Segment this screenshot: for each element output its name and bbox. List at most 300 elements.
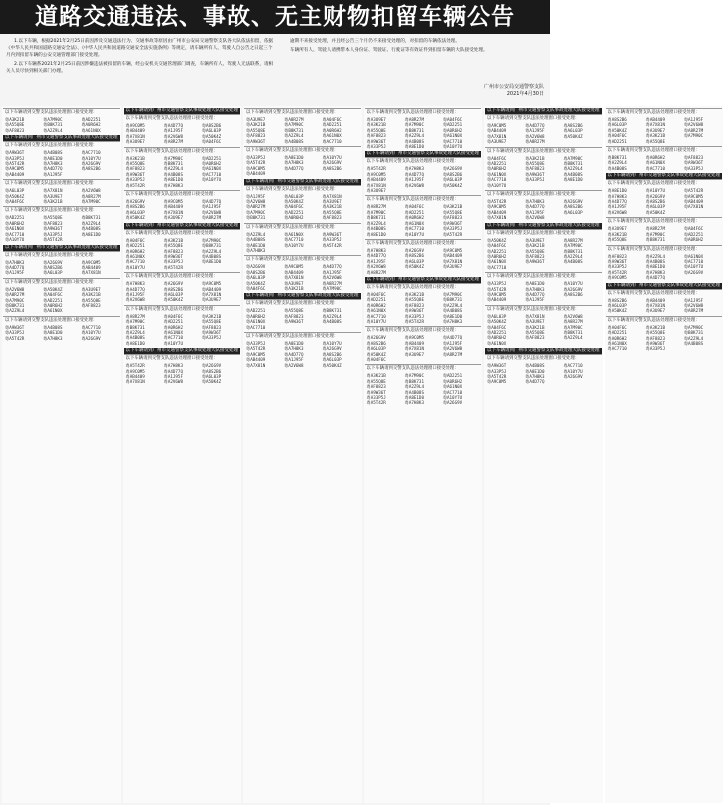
plate-number: 粤A3K21B <box>525 155 545 161</box>
plate-grid <box>124 238 241 270</box>
plate-number: 粤AD2251 <box>366 297 386 303</box>
plate-number: 粤A26G9V <box>246 264 266 270</box>
plate-number: 粤A10Y7U <box>366 318 386 324</box>
plate-number: 粤A1J95F <box>246 193 266 199</box>
plate-number: 粤A04F6C <box>607 324 627 330</box>
section-bar: 以下车辆请到广州市交通警察支队事故处理大队接受处理 <box>607 282 720 288</box>
plate-number: 粤A50K4Z <box>442 182 463 188</box>
intro-paragraph: 逾期不来接受处理，并且经公告三个月仍不来接受处理的，对扣留的车辆依法处理。 <box>290 39 460 44</box>
plate-number: 粤AB4409 <box>487 297 507 303</box>
plate-number: 粤A2Z9L4 <box>607 160 627 166</box>
plate-number: 粤A04F6C <box>43 292 63 298</box>
listing-block <box>606 146 723 171</box>
plate-number: 粤A7X81N <box>442 258 463 264</box>
plate-number: 粤A4B08S <box>404 138 424 144</box>
plate-number: 粤A2Z9L4 <box>683 335 704 341</box>
plate-number: 粤A7H8K3 <box>442 318 463 324</box>
plate-number: 粤A8S2B6 <box>246 269 266 275</box>
plate-number: 粤A4D77Q <box>284 165 304 171</box>
plate-number: 粤A6L03P <box>163 291 183 297</box>
plate-number: 粤AD2251 <box>322 122 342 128</box>
plate-number: 粤A8S2B6 <box>322 351 342 357</box>
plate-number: 粤A04F6C <box>163 313 183 319</box>
plate-number: 粤A3U9E7 <box>125 139 145 145</box>
plate-number: 粤A2V6W8 <box>442 346 463 352</box>
plate-number: 粤A50K4Z <box>246 280 266 286</box>
column <box>123 106 242 803</box>
plate-number: 粤A61N0X <box>442 384 463 390</box>
plate-number: 粤A2V6W8 <box>246 199 266 205</box>
plate-number: 粤AC7710 <box>284 237 304 243</box>
plate-number: 粤AD2251 <box>487 161 507 167</box>
plate-number: 粤A7X81N <box>43 188 63 194</box>
listing-block <box>244 293 361 330</box>
plate-number: 粤A8E1D0 <box>525 281 545 287</box>
plate-number: 粤AC7710 <box>487 177 507 183</box>
plate-number: 粤A2V6W8 <box>366 264 386 270</box>
plate-number: 粤A50K4Z <box>366 351 386 357</box>
listing-block <box>124 223 241 270</box>
plate-number: 粤A4B08S <box>81 226 101 232</box>
plate-number: 粤A7H8K3 <box>525 374 545 379</box>
plate-number: 粤A8S2B6 <box>125 204 145 210</box>
plate-number: 粤AB4409 <box>81 264 101 270</box>
plate-number: 粤A4D77Q <box>525 379 545 385</box>
plate-number: 粤A1J95F <box>43 171 63 177</box>
plate-number: 粤A5T42R <box>487 199 507 205</box>
plate-number: 粤A7X81N <box>487 215 507 221</box>
plate-grid <box>3 287 120 314</box>
plate-grid <box>3 117 120 133</box>
plate-number: 粤A61N0X <box>284 231 304 237</box>
plate-number: 粤AF8823 <box>404 302 424 308</box>
plate-number: 粤A2Z9L4 <box>246 231 266 237</box>
plate-number: 粤A5T42R <box>607 269 627 275</box>
plate-number: 粤A7M90C <box>563 243 583 249</box>
plate-number: 粤A8R27M <box>366 269 386 275</box>
plate-number: 粤A5T42R <box>322 242 342 248</box>
listing-header: 以下车辆请到交警支队违法处理窗口接受处理： <box>365 108 482 117</box>
plate-number: 粤A55Q8E <box>404 297 424 303</box>
plate-number: 粤A1J95F <box>163 374 183 379</box>
plate-number: 粤AD2251 <box>442 373 463 379</box>
plate-number: 粤A3U9E7 <box>81 286 101 292</box>
plate-grid <box>365 335 482 362</box>
plate-grid <box>365 373 482 405</box>
plate-grid <box>606 188 723 215</box>
plate-number: 粤A0R6H2 <box>442 378 463 384</box>
listing-header: 以下车辆请到交警支队违法处理窗口接受处理： <box>365 283 482 292</box>
plate-number: 粤A7H8K3 <box>43 161 63 167</box>
plate-number: 粤A9W36T <box>487 363 507 369</box>
plate-number: 粤A55Q8E <box>645 138 665 144</box>
plate-number: 粤B8K731 <box>201 243 222 249</box>
plate-number: 粤A3K21B <box>284 285 304 291</box>
plate-grid <box>365 248 482 275</box>
plate-number: 粤A8S2B6 <box>43 264 63 270</box>
plate-number: 粤A4D77Q <box>125 286 145 292</box>
plate-number: 粤AD2251 <box>607 330 627 336</box>
listing-block <box>244 179 361 221</box>
plate-number: 粤A8R27M <box>5 292 25 298</box>
plate-number: 粤A50K4Z <box>5 193 25 199</box>
plate-number: 粤A9W36T <box>645 340 665 346</box>
plate-number: 粤A2V6W8 <box>322 275 342 281</box>
plate-number: 粤A5T42R <box>5 161 25 167</box>
listing-header: 以下车辆请到交警支队违法处理窗口接受处理： <box>606 289 723 298</box>
plate-number: 粤A7M90C <box>683 133 704 139</box>
plate-number: 粤A4B08S <box>43 324 63 330</box>
plate-number: 粤A2Z9L4 <box>322 313 342 319</box>
plate-number: 粤A8R27M <box>563 319 583 325</box>
plate-number: 粤AD2251 <box>201 155 222 161</box>
plate-number: 粤A10Y7U <box>563 368 583 374</box>
plate-number: 粤A8S2B6 <box>563 291 583 297</box>
plate-number: 粤A9W36T <box>246 138 266 144</box>
listing-block <box>485 348 602 385</box>
plate-number: 粤A61N0X <box>81 127 101 133</box>
plate-number: 粤B8K731 <box>563 161 583 167</box>
plate-number: 粤AB4409 <box>683 199 704 205</box>
listing-header: 以下车辆请到交警支队违法处理窗口接受处理： <box>365 364 482 373</box>
plate-number: 粤A04F6C <box>284 204 304 210</box>
plate-number: 粤AD2251 <box>404 209 424 215</box>
plate-number: 粤AF8823 <box>607 253 627 259</box>
plate-number: 粤A04F6C <box>487 324 507 330</box>
plate-number: 粤A9W36T <box>43 226 63 232</box>
plate-number: 粤A04F6C <box>487 243 507 249</box>
listing-header: 以下车辆请到交警支队违法处理窗口接受处理： <box>3 141 120 150</box>
listing-header: 以下车辆请到交警支队违法处理窗口接受处理： <box>124 229 241 238</box>
plate-number: 粤A4D77Q <box>645 275 665 281</box>
plate-number: 粤A8E1D0 <box>404 144 424 150</box>
plate-number: 粤A61N0X <box>645 160 665 166</box>
plate-number: 粤A4D77Q <box>322 264 342 270</box>
plate-number: 粤A7X81N <box>525 313 545 319</box>
plate-number: 粤A7H8K3 <box>125 281 145 287</box>
plate-number: 粤A7X81N <box>366 182 386 188</box>
plate-number: 粤A10Y7U <box>5 237 25 243</box>
section-bar: 以下车辆请到广州市交通警察支队事故处理大队接受处理 <box>125 108 238 113</box>
plate-number: 粤A7M90C <box>563 324 583 330</box>
plate-number: 粤A4B08S <box>563 259 583 265</box>
plate-number: 粤A9C0M5 <box>607 275 627 281</box>
plate-number: 粤B8K731 <box>563 248 583 254</box>
plate-grid <box>365 204 482 236</box>
plate-grid <box>124 123 241 145</box>
plate-number: 粤A7M90C <box>404 122 424 128</box>
plate-grid <box>3 215 120 242</box>
plate-number: 粤A7M90C <box>125 319 145 325</box>
listing-block <box>606 173 723 215</box>
plate-number: 粤A9C0M5 <box>366 171 386 177</box>
plate-number: 粤A8S2B6 <box>645 199 665 205</box>
plate-number: 粤A8S2B6 <box>201 368 222 374</box>
plate-number: 粤A55Q8E <box>246 127 266 133</box>
plate-number: 粤A26G9V <box>201 363 222 369</box>
listing-block <box>244 255 361 291</box>
plate-number: 粤AF8823 <box>201 324 222 330</box>
plate-number: 粤B8K731 <box>563 329 583 335</box>
plate-number: 粤A55Q8E <box>366 378 386 384</box>
plate-number: 粤A4B08S <box>284 138 304 144</box>
plate-number: 粤A3U9E7 <box>525 319 545 325</box>
listing-header: 以下车辆请到交警支队违法处理窗口接受处理： <box>124 305 241 314</box>
plate-number: 粤A4D77Q <box>43 166 63 172</box>
plate-number: 粤AB4409 <box>366 177 386 183</box>
listing-block <box>124 272 241 303</box>
section-bar: 以下车辆请到广州市交通警察支队事故处理大队接受处理 <box>246 178 359 184</box>
plate-number: 粤A7M90C <box>246 209 266 215</box>
plate-grid <box>485 281 602 303</box>
plate-number: 粤A8R27M <box>125 313 145 319</box>
listing-block <box>606 283 723 314</box>
section-bar: 以下车辆请到广州市交通警察支队事故处理大队接受处理 <box>487 108 600 113</box>
plate-number: 粤A7M90C <box>284 122 304 128</box>
section-bar: 以下车辆请到广州市交通警察支队事故处理大队接受处理 <box>5 244 118 250</box>
plate-number: 粤A2V6W8 <box>201 209 222 215</box>
intro-text-left <box>6 38 274 104</box>
listing-header: 以下车辆请到交警支队违法处理窗口接受处理： <box>124 272 241 281</box>
plate-number: 粤AB4409 <box>163 204 183 210</box>
plate-number: 粤B8K731 <box>43 122 63 128</box>
plate-number: 粤AC7710 <box>201 171 222 177</box>
signature-date: 2021年4月30日 <box>506 91 544 97</box>
plate-number: 粤A7H8K3 <box>404 400 424 406</box>
plate-number: 粤A8R27M <box>525 139 545 145</box>
plate-number: 粤A9C0M5 <box>246 165 266 171</box>
plate-number: 粤A6L03P <box>43 270 63 276</box>
plate-number: 粤A9W36T <box>525 171 545 177</box>
plate-number: 粤A5T42R <box>404 318 424 324</box>
plate-number: 粤A10Y7U <box>322 155 342 161</box>
plate-number: 粤B8K731 <box>5 302 25 308</box>
plate-number: 粤A55Q8E <box>442 209 463 215</box>
plate-number: 粤A8R27M <box>442 351 463 357</box>
plate-number: 粤AC7710 <box>322 138 342 144</box>
plate-number: 粤A04F6C <box>442 117 463 122</box>
plate-grid <box>606 117 723 144</box>
column <box>364 106 483 803</box>
plate-number: 粤A10Y7U <box>645 188 665 194</box>
plate-number: 粤A10Y7U <box>284 242 304 248</box>
plate-number: 粤A26G9V <box>322 346 342 352</box>
plate-number: 粤A3U9E7 <box>645 308 665 314</box>
plate-number: 粤A1J95F <box>125 291 145 297</box>
plate-number: 粤A3K21B <box>5 117 25 122</box>
plate-number: 粤A04F6C <box>125 237 145 243</box>
plate-grid <box>485 123 602 145</box>
plate-number: 粤A4D77Q <box>525 291 545 297</box>
plate-number: 粤A8E1D0 <box>81 231 101 237</box>
plate-number: 粤A55Q8E <box>284 308 304 314</box>
plate-number: 粤A33P5J <box>487 281 507 287</box>
plate-number: 粤A1J95F <box>284 357 304 363</box>
plate-number: 粤AC7710 <box>563 363 583 369</box>
plate-number: 粤A55Q8E <box>607 237 627 243</box>
plate-number: 粤A6L03P <box>645 204 665 210</box>
plate-number: 粤A61N0X <box>43 308 63 314</box>
plate-number: 粤A6L03P <box>322 357 342 363</box>
plate-number: 粤B8K731 <box>81 215 101 221</box>
plate-number: 粤A9W36T <box>525 259 545 265</box>
plate-number: 粤A0R6H2 <box>81 122 101 128</box>
plate-number: 粤A1J95F <box>525 297 545 303</box>
plate-number: 粤A7X81N <box>322 193 342 199</box>
plate-number: 粤A0R6H2 <box>645 155 665 161</box>
plate-number: 粤A7M90C <box>5 297 25 303</box>
plate-number: 粤A61N0X <box>487 171 507 177</box>
plate-number: 粤A50K4Z <box>487 237 507 243</box>
listing-header: 以下车辆请到交警支队违法处理窗口接受处理： <box>244 255 361 264</box>
plate-number: 粤A9C0M5 <box>81 259 101 265</box>
plate-number: 粤A6L03P <box>5 188 25 194</box>
listing-block <box>124 305 241 346</box>
plate-number: 粤A8E1D0 <box>43 330 63 336</box>
plate-number: 粤AD2251 <box>487 329 507 335</box>
plate-number: 粤A9W36T <box>404 308 424 314</box>
listing-header: 以下车辆请到交警支队违法处理窗口接受处理： <box>606 179 723 188</box>
plate-number: 粤A6L03P <box>201 128 222 134</box>
plate-number: 粤AD2251 <box>284 209 304 215</box>
plate-number: 粤B8K731 <box>366 215 386 221</box>
plate-number: 粤A0R6H2 <box>487 335 507 341</box>
plate-number: 粤A0R6H2 <box>5 220 25 226</box>
plate-number: 粤A9C0M5 <box>163 199 183 205</box>
plate-grid <box>124 156 241 188</box>
plate-number: 粤A0R6H2 <box>366 302 386 308</box>
section-bar: 以下车辆请到广州市交通警察支队事故处理大队接受处理 <box>487 348 600 354</box>
plate-number: 粤B8K731 <box>322 308 342 314</box>
plate-number: 粤AC7710 <box>442 138 463 144</box>
plate-number: 粤A0R6H2 <box>487 166 507 172</box>
listing-block <box>3 206 120 242</box>
plate-number: 粤A50K4Z <box>125 215 145 221</box>
plate-number: 粤A7X81N <box>201 291 222 297</box>
signature <box>440 84 544 98</box>
plate-number: 粤AC7710 <box>607 346 627 352</box>
plate-number: 粤A7X81N <box>487 133 507 139</box>
plate-number: 粤A0R6H2 <box>43 302 63 308</box>
plate-number: 粤A9W36T <box>322 231 342 237</box>
plate-number: 粤A9C0M5 <box>201 281 222 287</box>
plate-number: 粤A55Q8E <box>525 161 545 167</box>
plate-grid <box>365 117 482 149</box>
plate-number: 粤A9C0M5 <box>487 123 507 128</box>
plate-number: 粤A2Z9L4 <box>81 220 101 226</box>
plate-number: 粤A2V6W8 <box>525 215 545 221</box>
listing-block <box>365 364 482 405</box>
plate-number: 粤A3K21B <box>43 199 63 205</box>
listing-header: 以下车辆请到交警支队违法处理窗口接受处理： <box>485 272 602 281</box>
plate-number: 粤A61N0X <box>442 133 463 139</box>
plate-number: 粤A8R27M <box>563 237 583 243</box>
plate-number: 粤A7M90C <box>645 231 665 237</box>
section-bar: 以下车辆请到广州市交通警察支队事故处理大队接受处理 <box>487 222 600 228</box>
plate-number: 粤AB4409 <box>201 286 222 292</box>
plate-number: 粤A50K4Z <box>322 362 342 368</box>
plate-number: 粤A5T42R <box>125 182 145 188</box>
plate-number: 粤A3U9E7 <box>246 117 266 122</box>
listing-header: 以下车辆请到交警支队违法处理窗口接受处理： <box>3 179 120 188</box>
plate-number: 粤A1J95F <box>683 297 704 303</box>
plate-number: 粤A2Z9L4 <box>201 248 222 254</box>
plate-number: 粤A7H8K3 <box>163 363 183 369</box>
plate-number: 粤A7X81N <box>163 209 183 215</box>
plate-number: 粤A61N0X <box>607 340 627 346</box>
plate-number: 粤A0R6H2 <box>284 215 304 221</box>
plate-number: 粤A7X81N <box>683 204 704 210</box>
plate-number: 粤A04F6C <box>5 199 25 205</box>
listing-header: 以下车辆请到交警支队违法处理窗口接受处理： <box>124 354 241 363</box>
plate-number: 粤AD2251 <box>246 308 266 314</box>
plate-grid <box>365 292 482 324</box>
plate-number: 粤A6L03P <box>442 177 463 183</box>
plate-number: 粤AD2251 <box>683 231 704 237</box>
plate-number: 粤A8S2B6 <box>404 253 424 259</box>
listing-block <box>124 348 241 385</box>
plate-grid <box>606 325 723 352</box>
plate-number: 粤A2V6W8 <box>5 286 25 292</box>
plate-number: 粤A1J95F <box>163 128 183 134</box>
listing-block <box>365 195 482 236</box>
plate-number: 粤A2V6W8 <box>125 297 145 303</box>
plate-number: 粤AB4409 <box>284 269 304 275</box>
plate-grid <box>244 264 361 291</box>
plate-number: 粤A3K21B <box>81 292 101 298</box>
section-bar: 以下车辆请到广州市交通警察支队事故处理大队接受处理 <box>366 151 479 157</box>
plate-number: 粤A3K21B <box>366 122 386 128</box>
plate-number: 粤B8K731 <box>246 215 266 221</box>
plate-number: 粤A7X81N <box>246 362 266 368</box>
listing-header: 以下车辆请到交警支队违法处理窗口接受处理： <box>244 146 361 155</box>
plate-grid <box>244 155 361 177</box>
plate-number: 粤A33P5J <box>366 395 386 401</box>
plate-grid <box>606 254 723 281</box>
plate-grid <box>606 298 723 314</box>
plate-number: 粤A4D77Q <box>284 351 304 357</box>
plate-number: 粤A3K21B <box>607 231 627 237</box>
plate-number: 粤A55Q8E <box>322 209 342 215</box>
plate-number: 粤AB4409 <box>246 357 266 363</box>
plate-number: 粤AC7710 <box>442 389 463 395</box>
plate-number: 粤A3U9E7 <box>43 193 63 199</box>
listing-header: 以下车辆请到交警支队违法处理窗口接受处理： <box>485 114 602 123</box>
plate-number: 粤A26G9V <box>404 247 424 253</box>
plate-number: 粤A04F6C <box>322 117 342 122</box>
intro-text-right <box>282 38 544 84</box>
plate-number: 粤A9W36T <box>5 324 25 330</box>
listing-block <box>3 278 120 314</box>
plate-number: 粤A4D77Q <box>163 123 183 128</box>
plate-number: 粤A4D77Q <box>201 199 222 205</box>
plate-number: 粤A7H8K3 <box>366 247 386 253</box>
plate-number: 粤A3U9E7 <box>284 280 304 286</box>
plate-number: 粤A9W36T <box>683 160 704 166</box>
listing-header: 以下车辆请到交警支队违法处理窗口接受处理： <box>485 147 602 156</box>
plate-number: 粤A1J95F <box>683 117 704 122</box>
plate-number: 粤A2Z9L4 <box>43 127 63 133</box>
plate-number: 粤A3K21B <box>525 324 545 330</box>
plate-number: 粤AF8823 <box>284 313 304 319</box>
plate-number: 粤A26G9V <box>81 161 101 167</box>
plate-number: 粤A8E1D0 <box>284 340 304 346</box>
plate-number: 粤A3K21B <box>366 373 386 379</box>
plate-number: 粤A4B08S <box>366 226 386 232</box>
plate-number: 粤A7H8K3 <box>43 335 63 341</box>
plate-grid <box>124 314 241 346</box>
plate-number: 粤AF8823 <box>163 248 183 254</box>
